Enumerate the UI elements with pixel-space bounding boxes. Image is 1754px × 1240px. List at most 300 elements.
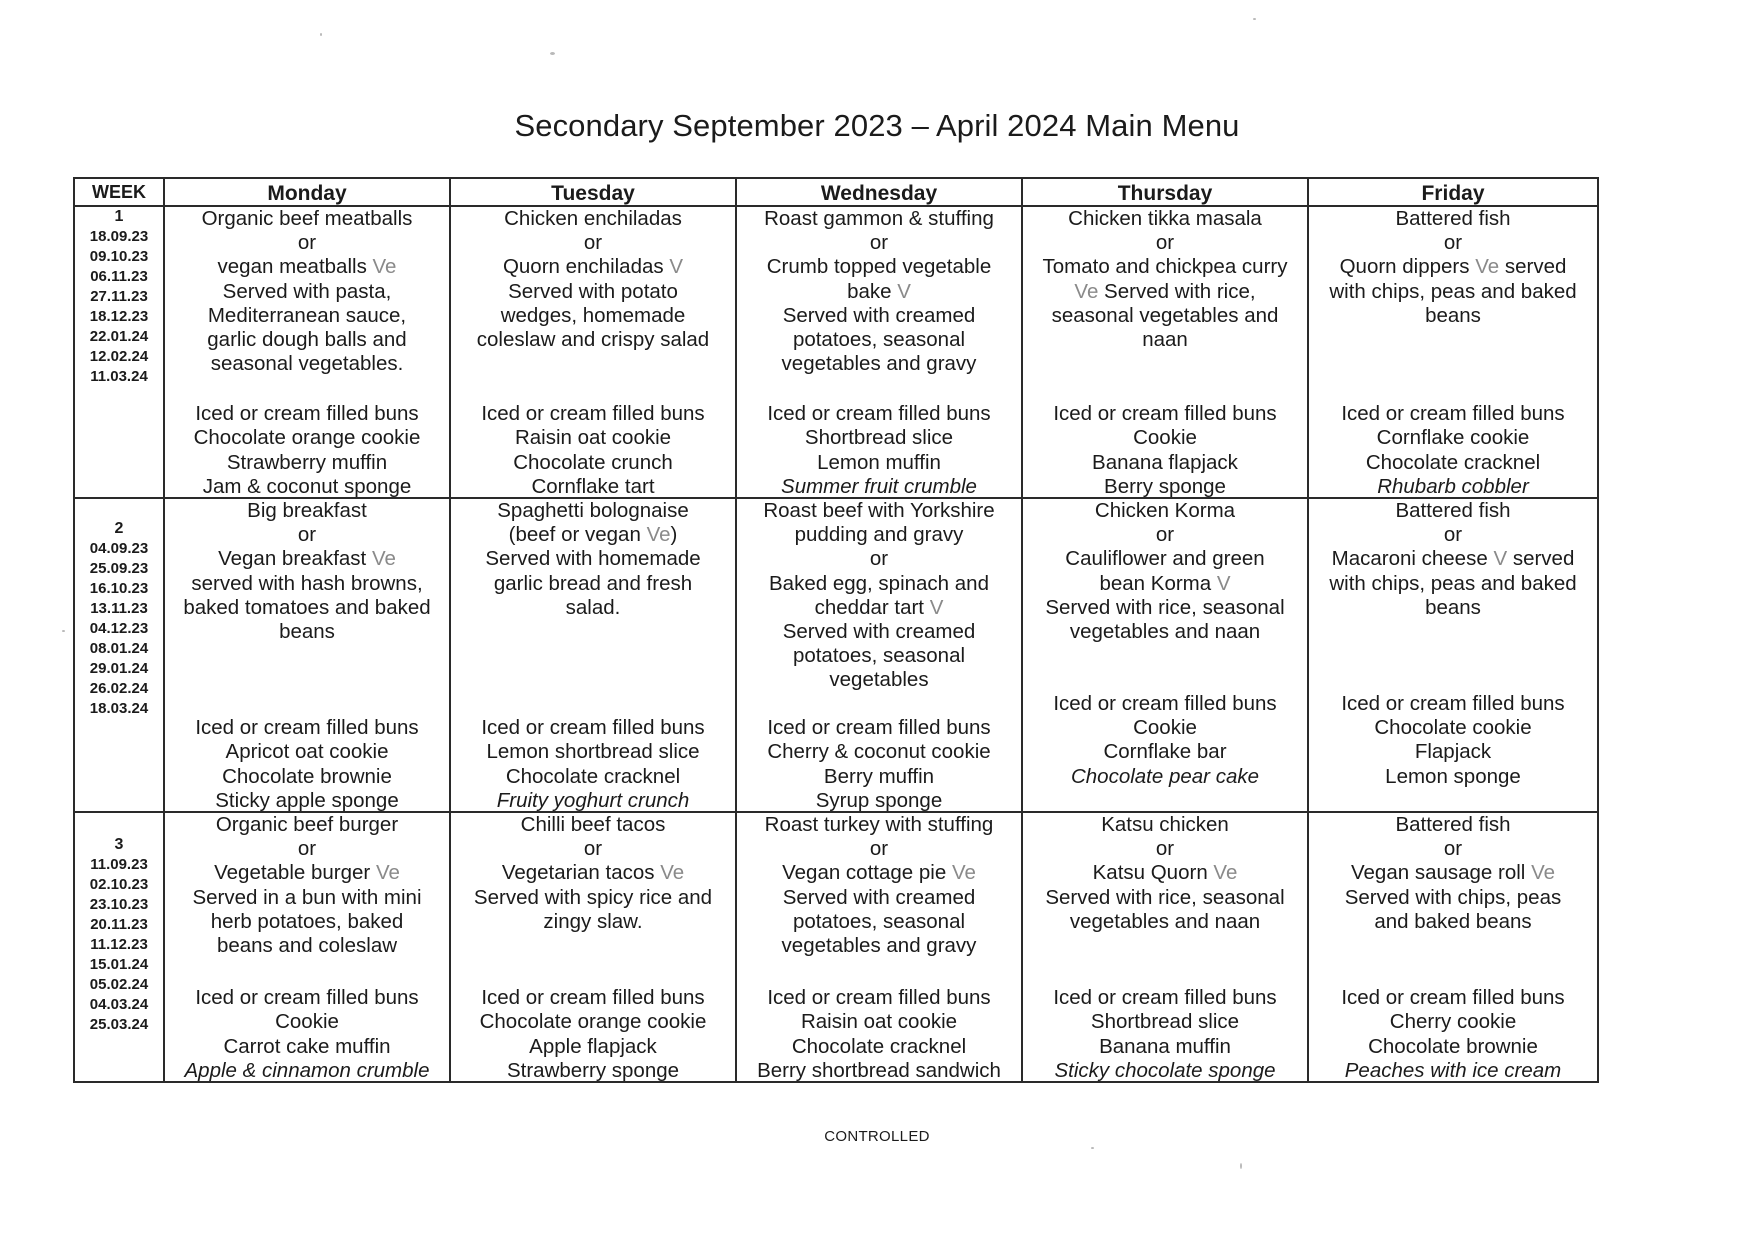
- week-date: 02.10.23: [89, 876, 149, 893]
- menu-cell-wednesday: [736, 498, 1022, 812]
- main-course-text: Served with potato: [508, 279, 678, 303]
- main-course-block: [165, 207, 449, 376]
- header-wednesday: Wednesday: [736, 178, 1022, 206]
- main-course-line: [1309, 231, 1597, 255]
- main-course-text: Served with rice, seasonal: [1045, 595, 1285, 619]
- week-date: 25.09.23: [89, 560, 149, 577]
- main-course-text: with chips, peas and baked: [1329, 571, 1577, 595]
- main-course-text: Served with creamed: [782, 620, 976, 644]
- main-course-text: Served with creamed: [782, 303, 976, 327]
- dessert-line: Cornflake bar: [1103, 740, 1227, 764]
- main-course-block: [737, 207, 1021, 376]
- main-course-text: naan: [1142, 328, 1188, 352]
- main-course-line: [1023, 304, 1307, 328]
- main-course-text: or: [297, 523, 317, 547]
- dessert-line: Iced or cream filled buns: [1341, 691, 1565, 715]
- dessert-line: Peaches with ice cream: [1344, 1058, 1562, 1082]
- dessert-line: Iced or cream filled buns: [1341, 402, 1565, 426]
- main-course-block: [1023, 499, 1307, 644]
- dietary-tag: V: [669, 255, 684, 279]
- header-week: WEEK: [74, 178, 164, 206]
- dessert-block: [451, 402, 735, 499]
- main-course-block: [1023, 207, 1307, 352]
- week-date: 11.12.23: [90, 936, 148, 953]
- main-course-text: Served with homemade: [485, 547, 701, 571]
- menu-cell-monday: [164, 206, 450, 498]
- dietary-tag: Ve: [375, 861, 400, 885]
- dessert-line: Lemon sponge: [1385, 764, 1521, 788]
- main-course-line: [737, 499, 1021, 523]
- dietary-tag: Ve: [1213, 861, 1238, 885]
- dessert-line: Chocolate crunch: [513, 450, 673, 474]
- main-course-line: [165, 837, 449, 861]
- menu-cell-thursday: [1022, 498, 1308, 812]
- main-course-text: Organic beef burger: [215, 813, 399, 836]
- dessert-block: [1023, 986, 1307, 1083]
- menu-cell-thursday: [1022, 206, 1308, 498]
- week-date: 27.11.23: [90, 288, 148, 305]
- main-course-line: [1309, 813, 1597, 837]
- main-course-text: or: [297, 837, 317, 861]
- main-course-line: [737, 280, 1021, 304]
- main-course-line: [451, 255, 735, 279]
- main-course-text: vegan meatballs: [217, 255, 373, 279]
- main-course-text: Katsu chicken: [1101, 813, 1229, 836]
- main-course-text: Big breakfast: [247, 499, 367, 522]
- dessert-line: Apple flapjack: [529, 1034, 657, 1058]
- week-number: 2: [114, 520, 124, 537]
- main-course-text: (beef or vegan: [508, 523, 647, 547]
- dessert-line: Fruity yoghurt crunch: [496, 788, 690, 812]
- main-course-line: [165, 596, 449, 620]
- main-course-text: Cauliflower and green: [1065, 547, 1265, 571]
- main-course-line: [1023, 207, 1307, 231]
- main-course-line: [737, 572, 1021, 596]
- main-course-text: salad.: [565, 595, 621, 619]
- main-course-line: [165, 499, 449, 523]
- dessert-line: Carrot cake muffin: [223, 1034, 391, 1058]
- main-course-line: [1023, 523, 1307, 547]
- week-date: 04.03.24: [89, 996, 149, 1013]
- main-course-text: Organic beef meatballs: [201, 207, 413, 230]
- dessert-line: Jam & coconut sponge: [202, 474, 412, 498]
- main-course-text: Vegetable burger: [214, 861, 376, 885]
- menu-cell-friday: [1308, 206, 1598, 498]
- dessert-line: Chocolate cracknel: [505, 764, 681, 788]
- main-course-line: [1023, 813, 1307, 837]
- main-course-text: Roast gammon & stuffing: [764, 207, 994, 230]
- main-course-block: [1023, 813, 1307, 934]
- dessert-line: Iced or cream filled buns: [481, 986, 705, 1010]
- main-course-line: [1023, 328, 1307, 352]
- main-course-text: Battered fish: [1395, 207, 1511, 230]
- dessert-block: [165, 402, 449, 499]
- week-date: 23.10.23: [89, 896, 149, 913]
- dessert-block: [1023, 402, 1307, 499]
- main-course-text: vegetables and naan: [1069, 620, 1261, 644]
- main-course-line: [737, 886, 1021, 910]
- main-course-line: [451, 280, 735, 304]
- main-course-block: [737, 499, 1021, 693]
- dessert-line: Shortbread slice: [804, 426, 954, 450]
- main-course-line: [1309, 596, 1597, 620]
- week-date: 18.12.23: [89, 308, 149, 325]
- main-course-line: [451, 813, 735, 837]
- main-course-text: Chicken tikka masala: [1068, 207, 1262, 230]
- main-course-line: [1023, 499, 1307, 523]
- main-course-text: garlic dough balls and: [207, 328, 407, 352]
- dessert-block: [165, 986, 449, 1083]
- dessert-block: [1309, 692, 1597, 813]
- main-course-line: [737, 255, 1021, 279]
- menu-cell-wednesday: [736, 206, 1022, 498]
- main-course-text: baked tomatoes and baked: [183, 595, 431, 619]
- dessert-line: Banana muffin: [1099, 1034, 1231, 1058]
- header-tuesday: Tuesday: [450, 178, 736, 206]
- main-course-text: served with hash browns,: [191, 571, 423, 595]
- footer-label: CONTROLLED: [824, 1128, 930, 1145]
- dessert-line: Flapjack: [1414, 740, 1492, 764]
- main-course-text: beans: [1425, 303, 1481, 327]
- main-course-line: [165, 352, 449, 376]
- main-course-text: or: [1443, 523, 1463, 547]
- main-course-line: [1309, 837, 1597, 861]
- week-cell: [74, 498, 164, 812]
- dessert-line: Chocolate cookie: [1374, 716, 1532, 740]
- main-course-text: or: [1443, 837, 1463, 861]
- main-course-line: [165, 255, 449, 279]
- main-course-text: Roast turkey with stuffing: [764, 813, 994, 836]
- dessert-line: Strawberry muffin: [226, 450, 388, 474]
- main-course-line: [1309, 547, 1597, 571]
- week-row-2: [74, 498, 1598, 812]
- main-course-block: [451, 813, 735, 934]
- dessert-block: [737, 402, 1021, 499]
- dietary-tag: Ve: [646, 523, 671, 547]
- main-course-text: potatoes, seasonal: [792, 644, 966, 668]
- main-course-block: [1309, 813, 1597, 934]
- menu-cell-thursday: [1022, 812, 1308, 1082]
- dessert-block: [451, 986, 735, 1083]
- main-course-text: Battered fish: [1395, 813, 1511, 836]
- dietary-tag: Ve: [660, 861, 685, 885]
- main-course-line: [165, 910, 449, 934]
- main-course-line: [451, 910, 735, 934]
- main-course-block: [165, 499, 449, 644]
- week-date: 12.02.24: [89, 348, 149, 365]
- main-course-text: or: [1155, 523, 1175, 547]
- menu-cell-friday: [1308, 498, 1598, 812]
- main-course-line: [737, 837, 1021, 861]
- dessert-line: Cherry cookie: [1389, 1010, 1517, 1034]
- dessert-line: Iced or cream filled buns: [481, 716, 705, 740]
- main-course-line: [451, 572, 735, 596]
- dessert-line: Iced or cream filled buns: [1053, 402, 1277, 426]
- dietary-tag: V: [1493, 547, 1508, 571]
- main-course-block: [165, 813, 449, 958]
- header-monday: Monday: [164, 178, 450, 206]
- main-course-line: [737, 207, 1021, 231]
- main-course-line: [737, 813, 1021, 837]
- main-course-line: [1309, 910, 1597, 934]
- main-course-text: and baked beans: [1374, 909, 1532, 933]
- main-course-line: [737, 910, 1021, 934]
- main-course-line: [737, 861, 1021, 885]
- main-course-line: [737, 231, 1021, 255]
- dessert-line: Syrup sponge: [815, 788, 943, 812]
- main-course-line: [737, 304, 1021, 328]
- page-title: Secondary September 2023 – April 2024 Main Menu: [514, 108, 1240, 143]
- dessert-block: [1309, 986, 1597, 1083]
- main-course-line: [737, 547, 1021, 571]
- main-course-text: or: [583, 837, 603, 861]
- menu-cell-wednesday: [736, 812, 1022, 1082]
- dietary-tag: Ve: [1475, 255, 1500, 279]
- week-number: 3: [114, 836, 124, 853]
- main-course-text: cheddar tart: [814, 595, 930, 619]
- main-course-text: Served with pasta,: [222, 279, 392, 303]
- main-course-text: or: [869, 837, 889, 861]
- main-course-text: beans and coleslaw: [216, 934, 398, 958]
- dessert-line: Chocolate pear cake: [1070, 764, 1260, 788]
- week-row-3: [74, 812, 1598, 1082]
- main-course-text: wedges, homemade: [500, 303, 686, 327]
- main-course-line: [451, 523, 735, 547]
- main-course-text: Macaroni cheese: [1331, 547, 1494, 571]
- main-course-text: Vegan cottage pie: [782, 861, 952, 885]
- main-course-text: Crumb topped vegetable: [766, 255, 992, 279]
- main-course-line: [451, 231, 735, 255]
- main-course-text: coleslaw and crispy salad: [476, 328, 710, 352]
- dessert-line: Chocolate orange cookie: [193, 426, 421, 450]
- dessert-line: Cornflake cookie: [1376, 426, 1530, 450]
- main-course-line: [165, 231, 449, 255]
- main-course-text: bean Korma: [1099, 571, 1217, 595]
- main-course-line: [451, 861, 735, 885]
- dessert-block: [1309, 402, 1597, 499]
- dessert-line: Lemon muffin: [817, 450, 941, 474]
- dessert-line: Cookie: [1133, 716, 1197, 740]
- main-course-line: [1309, 207, 1597, 231]
- main-course-line: [1309, 280, 1597, 304]
- main-course-block: [451, 499, 735, 620]
- dessert-line: Berry muffin: [823, 764, 935, 788]
- week-date: 08.01.24: [89, 640, 149, 657]
- main-course-line: [1023, 231, 1307, 255]
- dessert-block: [165, 716, 449, 813]
- main-course-text: Roast beef with Yorkshire: [763, 499, 995, 522]
- scan-speck: [62, 630, 65, 632]
- main-course-line: [165, 280, 449, 304]
- dessert-line: Cookie: [1133, 426, 1197, 450]
- dessert-line: Iced or cream filled buns: [481, 402, 705, 426]
- week-cell: [74, 812, 164, 1082]
- main-course-text: Katsu Quorn: [1092, 861, 1214, 885]
- week-date: 25.03.24: [89, 1016, 149, 1033]
- header-thursday: Thursday: [1022, 178, 1308, 206]
- main-course-text: Chicken Korma: [1094, 499, 1236, 522]
- week-date: 11.09.23: [90, 856, 148, 873]
- main-course-line: [1023, 572, 1307, 596]
- dessert-line: [1023, 789, 1307, 813]
- main-course-text: with chips, peas and baked: [1329, 279, 1577, 303]
- dessert-line: Chocolate brownie: [222, 764, 392, 788]
- dessert-line: Cherry & coconut cookie: [767, 740, 991, 764]
- week-date: 04.12.23: [89, 620, 149, 637]
- week-date: 16.10.23: [89, 580, 149, 597]
- main-course-line: [451, 886, 735, 910]
- main-course-text: Served with rice, seasonal: [1045, 885, 1285, 909]
- dessert-block: [1023, 692, 1307, 813]
- menu-cell-monday: [164, 812, 450, 1082]
- dietary-tag: Ve: [371, 547, 396, 571]
- dessert-line: Cookie: [275, 1010, 339, 1034]
- main-course-text: beans: [279, 620, 335, 644]
- dessert-block: [737, 986, 1021, 1083]
- main-course-text: Mediterranean sauce,: [207, 303, 407, 327]
- dessert-line: Berry shortbread sandwich: [757, 1058, 1001, 1082]
- menu-table: [73, 177, 1599, 1083]
- main-course-text: beans: [1425, 595, 1481, 619]
- dietary-tag: V: [897, 279, 911, 303]
- dessert-line: Chocolate cracknel: [1365, 450, 1541, 474]
- main-course-line: [1309, 304, 1597, 328]
- dessert-line: Strawberry sponge: [506, 1058, 680, 1082]
- menu-cell-tuesday: [450, 206, 736, 498]
- dessert-line: Raisin oat cookie: [800, 1010, 958, 1034]
- week-date: 15.01.24: [89, 956, 149, 973]
- main-course-text: Quorn dippers: [1339, 255, 1476, 279]
- main-course-text: or: [1155, 231, 1175, 255]
- dietary-tag: V: [929, 595, 944, 619]
- main-course-text: Chicken enchiladas: [504, 207, 682, 230]
- main-course-text: or: [1155, 837, 1175, 861]
- main-course-line: [1023, 861, 1307, 885]
- main-course-line: [1309, 499, 1597, 523]
- main-course-text: Battered fish: [1395, 499, 1511, 522]
- main-course-text: or: [869, 231, 889, 255]
- main-course-line: [165, 547, 449, 571]
- main-course-text: Vegan sausage roll: [1350, 861, 1532, 885]
- main-course-line: [451, 304, 735, 328]
- week-row-1: [74, 206, 1598, 498]
- week-date: 26.02.24: [89, 680, 149, 697]
- dessert-line: Apple & cinnamon crumble: [184, 1058, 430, 1082]
- dessert-line: Shortbread slice: [1090, 1010, 1240, 1034]
- main-course-line: [1309, 523, 1597, 547]
- main-course-text: vegetables and gravy: [781, 934, 977, 958]
- dessert-line: Iced or cream filled buns: [1053, 986, 1277, 1010]
- dessert-line: Chocolate cracknel: [791, 1034, 967, 1058]
- menu-cell-tuesday: [450, 812, 736, 1082]
- main-course-text: Spaghetti bolognaise: [497, 499, 689, 522]
- dessert-line: Iced or cream filled buns: [767, 986, 991, 1010]
- dessert-line: Sticky chocolate sponge: [1054, 1058, 1276, 1082]
- main-course-text: Served with chips, peas: [1344, 885, 1562, 909]
- scan-speck: [550, 52, 555, 55]
- week-date: 05.02.24: [89, 976, 149, 993]
- main-course-line: [737, 644, 1021, 668]
- main-course-text: Vegan breakfast: [218, 547, 372, 571]
- main-course-text: bake: [847, 279, 898, 303]
- main-course-text: seasonal vegetables.: [210, 352, 404, 376]
- main-course-text: Served with creamed: [782, 885, 976, 909]
- main-course-block: [737, 813, 1021, 958]
- main-course-text: or: [583, 231, 603, 255]
- main-course-line: [737, 596, 1021, 620]
- week-date: 06.11.23: [90, 268, 148, 285]
- dessert-line: Iced or cream filled buns: [1341, 986, 1565, 1010]
- main-course-text: zingy slaw.: [543, 909, 643, 933]
- week-date: 22.01.24: [89, 328, 149, 345]
- main-course-text: potatoes, seasonal: [792, 328, 966, 352]
- dessert-line: Summer fruit crumble: [781, 474, 977, 498]
- main-course-text: Chilli beef tacos: [520, 813, 666, 836]
- week-date: 18.09.23: [89, 228, 149, 245]
- week-date: 29.01.24: [89, 660, 149, 677]
- main-course-line: [165, 934, 449, 958]
- main-course-line: [1309, 886, 1597, 910]
- dessert-line: Chocolate orange cookie: [479, 1010, 707, 1034]
- week-date: 18.03.24: [89, 700, 149, 717]
- dessert-line: Iced or cream filled buns: [767, 716, 991, 740]
- main-course-text: Served with rice,: [1098, 279, 1256, 303]
- dietary-tag: V: [1216, 571, 1231, 595]
- dessert-line: Iced or cream filled buns: [195, 716, 419, 740]
- main-course-line: [165, 523, 449, 547]
- main-course-block: [1309, 207, 1597, 328]
- scan-speck: [1240, 1163, 1242, 1169]
- main-course-line: [1023, 255, 1307, 279]
- main-course-text: vegetables and naan: [1069, 909, 1261, 933]
- main-course-line: [451, 596, 735, 620]
- week-cell: [74, 206, 164, 498]
- main-course-text: served: [1507, 547, 1575, 571]
- menu-cell-friday: [1308, 812, 1598, 1082]
- dessert-line: Raisin oat cookie: [514, 426, 672, 450]
- dessert-line: Chocolate brownie: [1368, 1034, 1538, 1058]
- main-course-line: [737, 328, 1021, 352]
- week-date: 09.10.23: [89, 248, 149, 265]
- main-course-line: [451, 499, 735, 523]
- header-friday: Friday: [1308, 178, 1598, 206]
- dessert-line: Iced or cream filled buns: [767, 402, 991, 426]
- scan-speck: [1091, 1147, 1094, 1149]
- main-course-line: [1023, 596, 1307, 620]
- main-course-line: [1023, 547, 1307, 571]
- main-course-line: [737, 668, 1021, 692]
- scan-speck: [1253, 18, 1256, 20]
- week-number: 1: [114, 208, 124, 225]
- main-course-line: [451, 547, 735, 571]
- week-date: 20.11.23: [90, 916, 148, 933]
- main-course-line: [737, 620, 1021, 644]
- main-course-text: seasonal vegetables and: [1051, 303, 1279, 327]
- main-course-line: [165, 304, 449, 328]
- main-course-text: ): [670, 523, 678, 547]
- main-course-line: [165, 813, 449, 837]
- dessert-line: Iced or cream filled buns: [1053, 691, 1277, 715]
- main-course-text: served: [1499, 255, 1567, 279]
- main-course-text: potatoes, seasonal: [792, 909, 966, 933]
- week-date: 11.03.24: [90, 368, 148, 385]
- dessert-line: [1309, 789, 1597, 813]
- main-course-line: [1023, 886, 1307, 910]
- dessert-block: [451, 716, 735, 813]
- scan-speck: [320, 33, 322, 36]
- dessert-line: Iced or cream filled buns: [195, 986, 419, 1010]
- dessert-line: Rhubarb cobbler: [1377, 474, 1529, 498]
